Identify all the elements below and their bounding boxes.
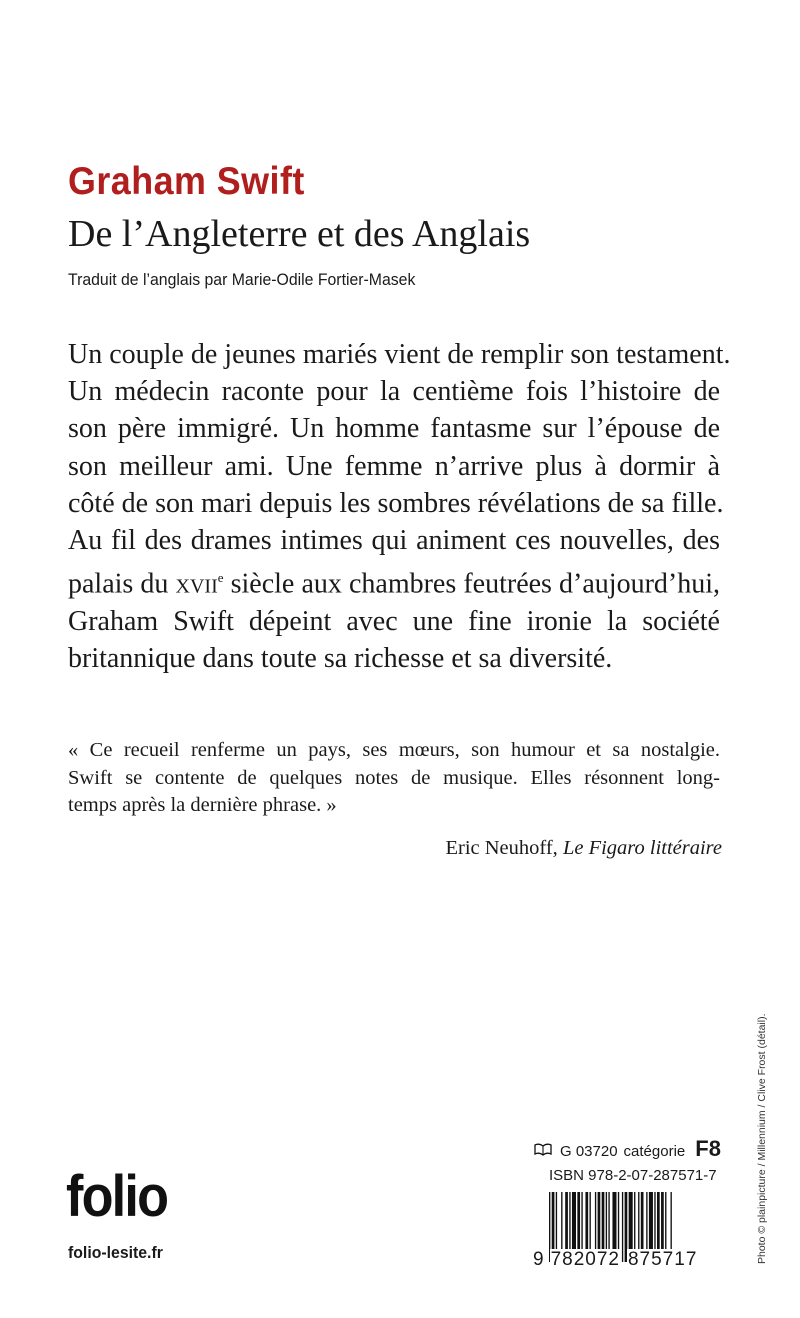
blurb-line: Un couple de jeunes mariés vient de remplir son testament. xyxy=(68,339,731,370)
translator-credit: Traduit de l’anglais par Marie-Odile Fortier-Masek xyxy=(68,270,416,289)
century-superscript: e xyxy=(217,570,224,586)
critic-name: Eric Neuhoff, xyxy=(445,837,563,859)
barcode-digits xyxy=(533,1249,698,1271)
press-quote xyxy=(68,737,733,820)
barcode-lead-digit: 9 xyxy=(533,1249,544,1270)
blurb-line: son meilleur ami. Une femme n’arrive plus à dormir à xyxy=(68,450,720,482)
blurb-line: son père immigré. Un homme fantasme sur l’épouse de xyxy=(68,413,720,445)
folio-logo: folio xyxy=(66,1164,168,1229)
blurb-line: Au fil des drames intimes qui animent ces nouvelles, des xyxy=(68,525,720,557)
blurb-line: Un médecin raconte pour la centième fois l’histoire de xyxy=(68,376,720,408)
century-numeral: xvii xyxy=(175,568,218,600)
isbn: ISBN 978-2-07-287571-7 xyxy=(549,1167,717,1184)
barcode-group-2: 875717 xyxy=(627,1249,698,1270)
publisher-website: folio-lesite.fr xyxy=(68,1243,163,1262)
quote-line: Swift se contente de quelques notes de musique. Elles résonnent long- xyxy=(68,766,720,789)
blurb-line: britannique dans toute sa richesse et sa diversité. xyxy=(68,642,613,674)
blurb-text: palais du xyxy=(68,568,176,600)
blurb-line: Graham Swift dépeint avec une fine ironie la société xyxy=(68,605,720,637)
category-code: F8 xyxy=(695,1136,721,1161)
catalog-info xyxy=(534,1136,721,1162)
quote-line: « Ce recueil renferme un pays, ses mœurs, son humour et sa nostalgie. xyxy=(68,739,720,761)
photo-credit: Photo © plainpicture / Millennium / Clive Frost (détail). xyxy=(756,1013,768,1264)
author-name: Graham Swift xyxy=(68,160,305,203)
quote-attribution xyxy=(445,837,722,860)
catalog-code: G 03720 xyxy=(560,1143,618,1160)
quote-line: temps après la dernière phrase. » xyxy=(68,794,337,817)
barcode-group-1: 782072 xyxy=(550,1249,620,1270)
blurb-line xyxy=(68,559,720,603)
blurb-text: siècle aux chambres feutrées d’aujourd’hui, xyxy=(223,568,721,600)
back-cover-blurb xyxy=(68,336,733,677)
open-book-icon xyxy=(534,1142,552,1161)
blurb-line: côté de son mari depuis les sombres révélations de sa fille. xyxy=(68,487,724,519)
category-label: catégorie xyxy=(623,1143,686,1160)
publication-name: Le Figaro littéraire xyxy=(562,837,722,859)
book-title: De l’Angleterre et des Anglais xyxy=(68,213,531,255)
